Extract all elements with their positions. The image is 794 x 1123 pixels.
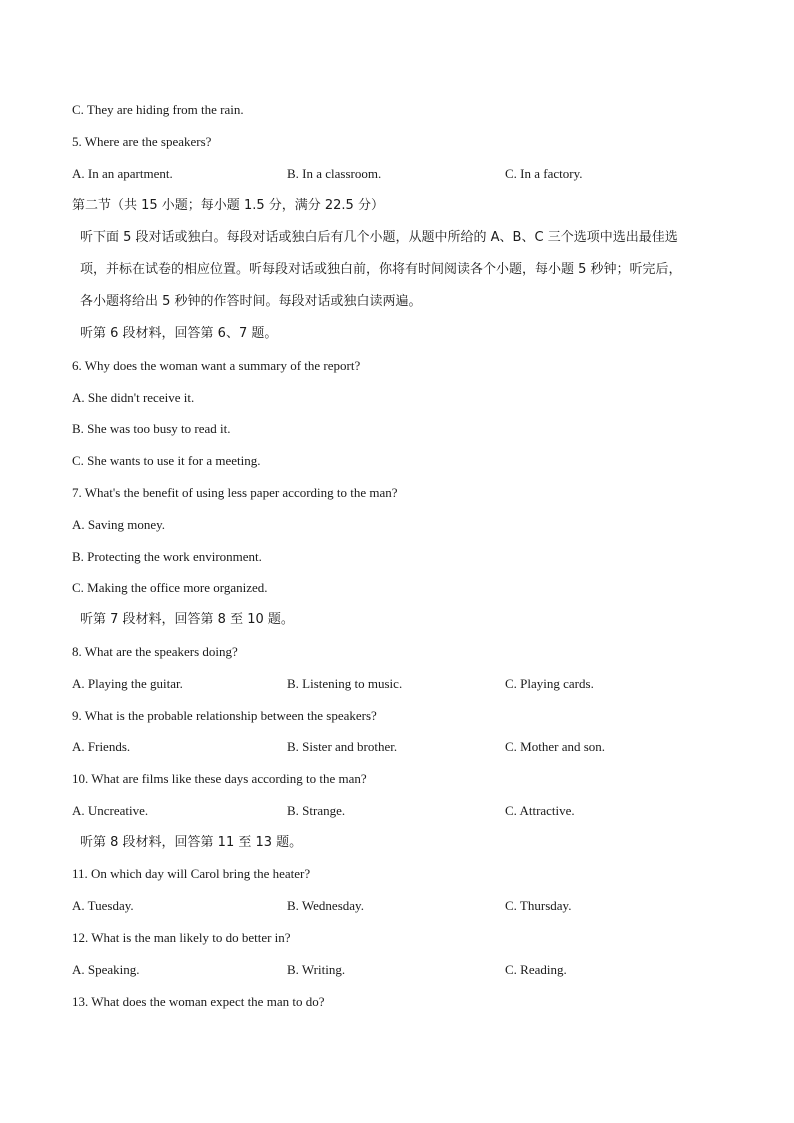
question-10: 10. What are films like these days according to the man? [72,771,367,786]
option-line: C. They are hiding from the rain. [72,102,244,117]
instruction-line: 各小题将给出 5 秒钟的作答时间。每段对话或独白读两遍。 [80,294,422,309]
option-c: C. In a factory. [505,166,583,181]
option-c: C. Thursday. [505,898,572,913]
option-b: B. Writing. [287,962,346,977]
option-c: C. Making the office more organized. [72,580,268,595]
material-heading: 听第 8 段材料，回答第 11 至 13 题。 [80,835,303,850]
option-a: A. Uncreative. [72,803,149,818]
question-8: 8. What are the speakers doing? [72,644,238,659]
section-heading: 第二节（共 15 小题；每小题 1.5 分，满分 22.5 分） [72,198,384,213]
option-a: A. She didn't receive it. [72,390,195,405]
option-b: B. Protecting the work environment. [72,549,262,564]
option-a: A. Friends. [72,739,131,754]
option-b: B. Wednesday. [287,898,364,913]
option-c: C. She wants to use it for a meeting. [72,453,261,468]
option-a: A. In an apartment. [72,166,173,181]
question-9: 9. What is the probable relationship between the speakers? [72,708,377,723]
option-a: A. Playing the guitar. [72,676,183,691]
question-5: 5. Where are the speakers? [72,134,212,149]
option-b: B. Sister and brother. [287,739,398,754]
option-c: C. Reading. [505,962,567,977]
option-b: B. Listening to music. [287,676,403,691]
option-a: A. Tuesday. [72,898,134,913]
option-c: C. Attractive. [505,803,575,818]
material-heading: 听第 6 段材料，回答第 6、7 题。 [80,326,278,341]
question-11: 11. On which day will Carol bring the heater? [72,866,311,881]
option-c: C. Playing cards. [505,676,594,691]
question-13: 13. What does the woman expect the man to do? [72,994,325,1009]
option-b: B. She was too busy to read it. [72,421,231,436]
option-a: A. Speaking. [72,962,140,977]
option-a: A. Saving money. [72,517,166,532]
option-b: B. Strange. [287,803,346,818]
question-6: 6. Why does the woman want a summary of the report? [72,358,361,373]
material-heading: 听第 7 段材料，回答第 8 至 10 题。 [80,612,294,627]
question-12: 12. What is the man likely to do better in? [72,930,291,945]
option-c: C. Mother and son. [505,739,606,754]
instruction-line: 项，并标在试卷的相应位置。听每段对话或独白前，你将有时间阅读各个小题，每小题 5 秒钟；听完后， [80,262,682,277]
instruction-line: 听下面 5 段对话或独白。每段对话或独白后有几个小题，从题中所给的 A、B、C 三个选项中选出最佳选 [80,230,678,245]
question-7: 7. What's the benefit of using less paper according to the man? [72,485,398,500]
option-b: B. In a classroom. [287,166,382,181]
